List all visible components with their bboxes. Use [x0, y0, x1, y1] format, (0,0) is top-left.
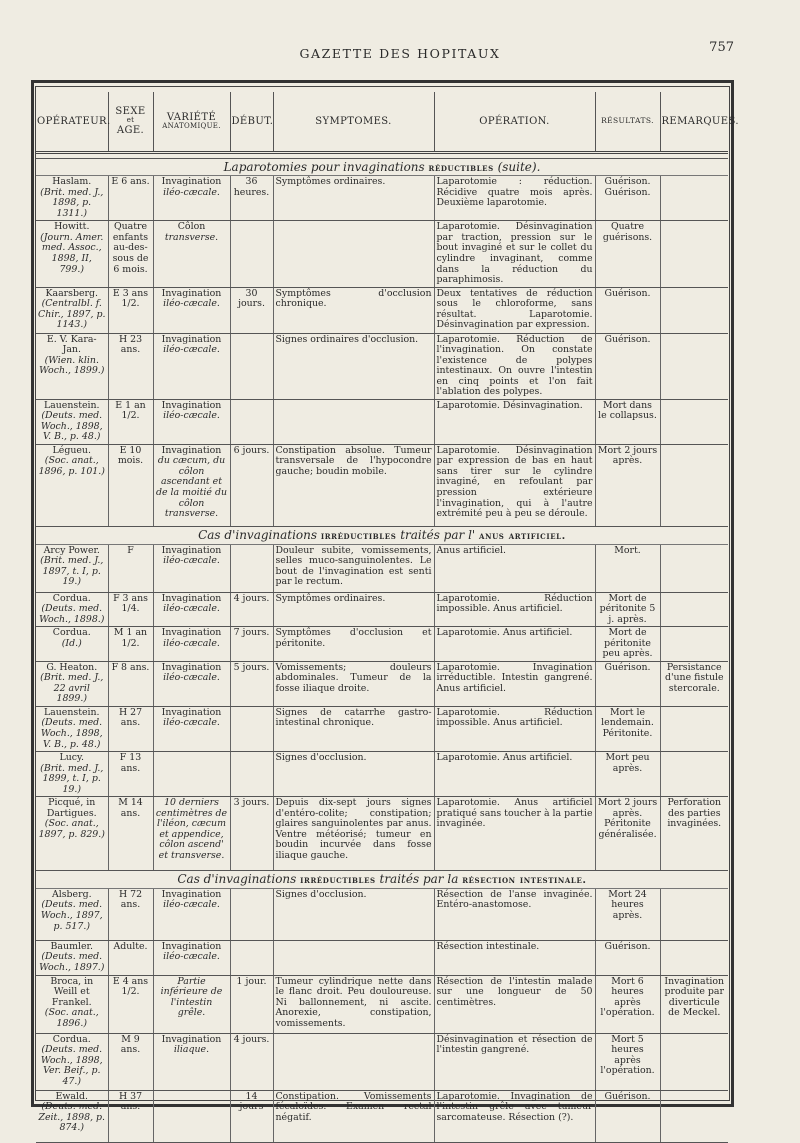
operation-cell: Laparotomie. Désinvagination.: [434, 399, 595, 444]
variety-cell: [153, 888, 230, 940]
symptoms-cell: Signes de catarrhe gastro-intestinal chronique.: [273, 706, 434, 751]
operator-cell: [36, 399, 108, 444]
operator-cell: [36, 661, 108, 706]
operation-cell: Laparotomie. Invagination irréductible. Intestin gangrené. Anus artificiel.: [434, 661, 595, 706]
remarks-cell: [660, 627, 728, 662]
variety-cell: [153, 592, 230, 627]
operator-name: Arcy Power.: [43, 544, 100, 556]
start-cell: 36 heures.: [230, 176, 273, 221]
operator-cell: [36, 627, 108, 662]
variety-detail: iléo-cæcale.: [163, 899, 220, 911]
table-row: [36, 592, 728, 627]
operator-cell: [36, 221, 108, 287]
table-body: [36, 152, 728, 1142]
variety-detail: iléo-cæcale.: [163, 637, 220, 649]
table-row: [36, 627, 728, 662]
start-cell: 4 jours.: [230, 592, 273, 627]
remarks-cell: [660, 287, 728, 333]
operator-cell: [36, 797, 108, 871]
operator-name: Cordua.: [52, 1033, 91, 1045]
table-row: [36, 975, 728, 1033]
start-cell: 4 jours.: [230, 1033, 273, 1090]
operation-cell: Résection intestinale.: [434, 940, 595, 975]
variety-detail: iléo-cæcale.: [163, 603, 220, 615]
header-row: [36, 92, 728, 152]
variety-detail: iléo-cæcale.: [163, 344, 220, 356]
remarks-cell: [660, 888, 728, 940]
symptoms-cell: [273, 1033, 434, 1090]
operation-cell: Laparotomie. Invagination de l'intestin grêle avec tumeur sarcomateuse. Résection (?).: [434, 1090, 595, 1142]
variety-cell: [153, 797, 230, 871]
remarks-cell: [660, 940, 728, 975]
sex-age-cell: E 3 ans 1/2.: [108, 287, 153, 333]
start-cell: 7 jours.: [230, 627, 273, 662]
variety-detail: iléo-cæcale.: [163, 410, 220, 422]
operator-reference: (Soc. anat., 1896.): [44, 1007, 99, 1029]
operator-reference: (Deuts. med. Woch., 1898, V. B., p. 48.): [40, 717, 103, 750]
start-cell: [230, 752, 273, 797]
results-cell: Guérison.: [595, 940, 660, 975]
operation-cell: Désinvagination et résection de l'intestin gangrené.: [434, 1033, 595, 1090]
sex-age-cell: H 37 ans.: [108, 1090, 153, 1142]
variety-cell: [153, 661, 230, 706]
section-heading-caps-2: anus artificiel.: [479, 529, 566, 542]
sex-age-cell: E 1 an 1/2.: [108, 399, 153, 444]
start-cell: [230, 399, 273, 444]
remarks-cell: Invagination produite par diverticule de Meckel.: [660, 975, 728, 1033]
operator-reference: (Centralbl. f. Chir., 1897, p. 1143.): [38, 298, 106, 331]
section-heading-row: [36, 871, 728, 889]
sex-age-cell: E 10 mois.: [108, 444, 153, 526]
cases-table: [36, 92, 739, 1143]
operator-cell: [36, 1090, 108, 1142]
operation-cell: Laparotomie. Désinvagination par expression de bas en haut sans tirer sur le cylindre invaginé, en refoulant par pression extérieure l'invagination, qui à l'autre extrémité peu à peu se déroule.: [434, 444, 595, 526]
operator-reference: (Soc. anat., 1896, p. 101.): [38, 455, 105, 477]
symptoms-cell: Symptômes d'occlusion chronique.: [273, 287, 434, 333]
start-cell: 30 jours.: [230, 287, 273, 333]
variety-cell: [153, 627, 230, 662]
header-sexe-age: [108, 92, 153, 152]
header-remarques: REMARQUES.: [660, 92, 728, 152]
table-row: [36, 661, 728, 706]
operator-name: Alsberg.: [51, 888, 92, 900]
operation-cell: Laparotomie. Réduction de l'invagination. On constate l'existence de polypes intestinaux. On ouvre l'intestin en cinq points et l'on fait l'ablation des polypes.: [434, 333, 595, 399]
variety-cell: [153, 221, 230, 287]
remarks-cell: [660, 399, 728, 444]
operation-cell: Laparotomie. Réduction impossible. Anus artificiel.: [434, 706, 595, 751]
results-cell: Guérison.: [595, 287, 660, 333]
variety-cell: [153, 176, 230, 221]
variety-label: Invagination: [161, 706, 222, 718]
start-cell: 1 jour.: [230, 975, 273, 1033]
operator-cell: [36, 544, 108, 592]
section-heading-caps: irréductibles: [320, 529, 397, 542]
start-cell: [230, 888, 273, 940]
sex-age-cell: H 72 ans.: [108, 888, 153, 940]
table-row: [36, 544, 728, 592]
operator-name: Lauenstein.: [43, 399, 100, 411]
variety-cell: [153, 333, 230, 399]
start-cell: 6 jours.: [230, 444, 273, 526]
variety-detail: iléo-cæcale.: [163, 951, 220, 963]
operation-cell: Laparotomie. Désinvagination par traction, pression sur le bout invaginé et sur le collet du cylindre invaginant, comme dans la réduction du paraphimosis.: [434, 221, 595, 287]
variety-cell: [153, 399, 230, 444]
sex-age-cell: H 23 ans.: [108, 333, 153, 399]
symptoms-cell: [273, 221, 434, 287]
table-row: [36, 706, 728, 751]
symptoms-cell: Signes d'occlusion.: [273, 752, 434, 797]
remarks-cell: [660, 544, 728, 592]
operator-reference: (Deuts. med. Woch., 1898, Ver. Beif., p. 47.): [40, 1044, 103, 1087]
operation-cell: Laparotomie : réduction. Récidive quatre mois après. Deuxième laparotomie.: [434, 176, 595, 221]
header-age: AGE.: [116, 125, 145, 137]
operation-cell: Laparotomie. Anus artificiel.: [434, 627, 595, 662]
section-heading-row: [36, 158, 728, 176]
header-variete-label: VARIÉTÉ: [166, 111, 217, 123]
section-heading-caps: réductibles: [428, 161, 494, 174]
operator-cell: [36, 888, 108, 940]
table-row: [36, 221, 728, 287]
variety-cell: [153, 1090, 230, 1142]
sex-age-cell: E 4 ans 1/2.: [108, 975, 153, 1033]
variety-cell: [153, 1033, 230, 1090]
variety-detail: iléo-cæcale.: [163, 672, 220, 684]
symptoms-cell: [273, 399, 434, 444]
operation-cell: Laparotomie. Anus artificiel pratiqué sans toucher à la partie invaginée.: [434, 797, 595, 871]
operator-reference: (Deuts. med. Zeit., 1898, p. 874.): [38, 1101, 106, 1134]
operator-name: Ewald.: [55, 1090, 88, 1102]
table-row: [36, 1033, 728, 1090]
operator-name: Howitt.: [54, 221, 90, 233]
operator-reference: (Brit. med. J., 1897, t. I, p. 19.): [40, 555, 104, 588]
symptoms-cell: Symptômes ordinaires.: [273, 592, 434, 627]
symptoms-cell: Tumeur cylindrique nette dans le flanc droit. Peu douloureuse. Ni ballonnement, ni ascite. Anorexie, constipation, vomissements.: [273, 975, 434, 1033]
operator-reference: (Soc. anat., 1897, p. 829.): [38, 818, 105, 840]
symptoms-cell: Constipation absolue. Tumeur transversale de l'hypocondre gauche; boudin mobile.: [273, 444, 434, 526]
variety-cell: [153, 544, 230, 592]
variety-label: Invagination: [161, 333, 222, 345]
remarks-cell: [660, 1090, 728, 1142]
section-heading-row: [36, 526, 728, 544]
operation-cell: Deux tentatives de réduction sous le chloroforme, sans résultat. Laparotomie. Désinvagination par expression.: [434, 287, 595, 333]
operation-cell: Résection de l'intestin malade sur une longueur de 50 centimètres.: [434, 975, 595, 1033]
section-heading-italic: Cas d'invaginations: [177, 872, 297, 887]
section-heading-italic-3: la: [447, 872, 459, 887]
operator-name: Cordua.: [52, 592, 91, 604]
operator-reference: (Journ. Amer. med. Assoc., 1898, II, 799.): [40, 231, 104, 275]
remarks-cell: [660, 706, 728, 751]
operator-cell: [36, 333, 108, 399]
remarks-cell: [660, 752, 728, 797]
variety-label: Invagination: [161, 592, 222, 604]
results-cell: Mort.: [595, 544, 660, 592]
results-cell: Mort peu après.: [595, 752, 660, 797]
start-cell: [230, 544, 273, 592]
section-heading: [36, 158, 728, 176]
symptoms-cell: Symptômes ordinaires.: [273, 176, 434, 221]
header-symptomes: SYMPTOMES.: [273, 92, 434, 152]
operator-name: Broca, in Weill et Frankel.: [50, 975, 94, 1008]
symptoms-cell: Vomissements; douleurs abdominales. Tumeur de la fosse iliaque droite.: [273, 661, 434, 706]
section-heading-italic: Laparotomies pour invaginations: [223, 159, 425, 174]
operator-reference: (Deuts. med. Woch., 1897.): [39, 951, 105, 973]
variety-cell: [153, 287, 230, 333]
operator-reference: (Deuts. med. Woch., 1898.): [39, 603, 105, 625]
operator-name: Légueu.: [52, 444, 91, 456]
operator-reference: (Brit. med. J., 1899, t. I, p. 19.): [40, 762, 104, 795]
results-cell: Quatre guérisons.: [595, 221, 660, 287]
remarks-cell: [660, 221, 728, 287]
variety-label: Invagination: [161, 627, 222, 639]
operator-name: Lucy.: [59, 752, 85, 764]
variety-detail: iléo-cæcale.: [163, 717, 220, 729]
operator-cell: [36, 1033, 108, 1090]
sex-age-cell: F: [108, 544, 153, 592]
header-sexe: SEXE: [115, 106, 146, 118]
header-et: et: [126, 116, 135, 125]
operator-cell: [36, 752, 108, 797]
operator-reference: (Id.): [61, 637, 82, 649]
sex-age-cell: F 13 ans.: [108, 752, 153, 797]
results-cell: Mort de péritonite 5 j. après.: [595, 592, 660, 627]
table-row: [36, 752, 728, 797]
section-heading-italic-2: traités par: [379, 872, 444, 887]
variety-cell: [153, 752, 230, 797]
variety-label: Côlon: [177, 221, 206, 233]
operator-name: G. Heaton.: [46, 661, 98, 673]
results-cell: Mort 6 heures après l'opération.: [595, 975, 660, 1033]
variety-label: Invagination: [161, 888, 222, 900]
header-anatomique: ANATOMIQUE.: [162, 121, 221, 130]
variety-detail: 10 derniers centimètres de l'iléon, cæcum et appendice, côlon ascend' et transverse.: [155, 797, 228, 861]
results-cell: Mort 2 jours après.: [595, 444, 660, 526]
section-heading: [36, 526, 728, 544]
variety-label: Invagination: [161, 399, 222, 411]
table-row: [36, 888, 728, 940]
symptoms-cell: Depuis dix-sept jours signes d'entéro-colite; constipation; glaires sanguinolentes par anus. Ventre météorisé; tumeur en boudin incurvée dans fosse iliaque gauche.: [273, 797, 434, 871]
sex-age-cell: Adulte.: [108, 940, 153, 975]
sex-age-cell: F 3 ans 1/4.: [108, 592, 153, 627]
section-heading-tail: (suite).: [497, 159, 541, 174]
operator-name: Picqué, in Dartigues.: [46, 797, 97, 819]
start-cell: 14 jours: [230, 1090, 273, 1142]
results-cell: Mort de péritonite peu après.: [595, 627, 660, 662]
sex-age-cell: E 6 ans.: [108, 176, 153, 221]
operation-cell: Résection de l'anse invaginée. Entéro-anastomose.: [434, 888, 595, 940]
operator-name: Kaarsberg.: [45, 287, 98, 299]
variety-label: Invagination: [161, 287, 222, 299]
variety-cell: [153, 975, 230, 1033]
operator-name: Lauenstein.: [43, 706, 100, 718]
operation-cell: Anus artificiel.: [434, 544, 595, 592]
results-cell: Mort 5 heures après l'opération.: [595, 1033, 660, 1090]
operator-reference: (Brit. med. J., 1898, p. 1311.): [40, 186, 104, 219]
sex-age-cell: M 14 ans.: [108, 797, 153, 871]
results-cell: Mort dans le collapsus.: [595, 399, 660, 444]
variety-detail: du cæcum, du côlon ascendant et de la moitié du côlon transverse.: [156, 455, 227, 520]
header-debut: DÉBUT.: [230, 92, 273, 152]
variety-detail: Partie inférieure de l'intestin grêle.: [160, 975, 223, 1019]
remarks-cell: Persistance d'une fistule stercorale.: [660, 661, 728, 706]
operator-name: Baumler.: [50, 940, 93, 952]
variety-label: Invagination: [161, 661, 222, 673]
section-heading-italic-3: l': [468, 527, 476, 542]
remarks-cell: [660, 176, 728, 221]
variety-cell: [153, 706, 230, 751]
variety-label: Invagination: [161, 940, 222, 952]
operator-reference: (Wien. klin. Woch., 1899.): [39, 354, 105, 377]
sex-age-cell: F 8 ans.: [108, 661, 153, 706]
operation-cell: Laparotomie. Réduction impossible. Anus artificiel.: [434, 592, 595, 627]
variety-detail: iléo-cæcale.: [163, 298, 220, 310]
variety-detail: iléo-cæcale.: [163, 555, 220, 567]
variety-cell: [153, 940, 230, 975]
results-cell: Guérison.: [595, 333, 660, 399]
start-cell: [230, 706, 273, 751]
variety-cell: [153, 444, 230, 526]
operator-reference: (Deuts. med. Woch., 1897, p. 517.): [40, 899, 103, 932]
operator-cell: [36, 444, 108, 526]
results-cell: Guérison.: [595, 661, 660, 706]
operator-cell: [36, 176, 108, 221]
operator-reference: (Brit. med. J., 22 avril 1899.): [40, 672, 104, 705]
section-heading-italic: Cas d'invaginations: [198, 527, 318, 542]
variety-label: Invagination: [161, 176, 222, 188]
sex-age-cell: M 9 ans.: [108, 1033, 153, 1090]
start-cell: 3 jours.: [230, 797, 273, 871]
variety-detail: iléo-cæcale.: [163, 186, 220, 198]
symptoms-cell: Symptômes d'occlusion et péritonite.: [273, 627, 434, 662]
variety-detail: transverse.: [164, 231, 219, 243]
operator-cell: [36, 975, 108, 1033]
start-cell: 5 jours.: [230, 661, 273, 706]
table-row: [36, 333, 728, 399]
operator-name: Haslam.: [52, 176, 92, 188]
table-row: [36, 444, 728, 526]
remarks-cell: [660, 444, 728, 526]
results-cell: Mort 24 heures après.: [595, 888, 660, 940]
table-row: [36, 287, 728, 333]
variety-label: Invagination: [161, 544, 222, 556]
results-cell: Mort le lendemain. Péritonite.: [595, 706, 660, 751]
start-cell: [230, 940, 273, 975]
operator-cell: [36, 940, 108, 975]
operator-cell: [36, 287, 108, 333]
remarks-cell: [660, 1033, 728, 1090]
operator-cell: [36, 592, 108, 627]
header-operation: OPÉRATION.: [434, 92, 595, 152]
operator-reference: (Deuts. med. Woch., 1898, V. B., p. 48.): [40, 410, 103, 443]
table-row: [36, 940, 728, 975]
symptoms-cell: [273, 940, 434, 975]
start-cell: [230, 221, 273, 287]
header-resultats: RÉSULTATS.: [595, 92, 660, 152]
page-number: 757: [709, 40, 734, 55]
sex-age-cell: H 27 ans.: [108, 706, 153, 751]
results-cell: Guérison. Guérison.: [595, 176, 660, 221]
results-cell: Guérison.: [595, 1090, 660, 1142]
table-row: [36, 797, 728, 871]
variety-detail: iliaque.: [173, 1044, 210, 1056]
section-heading: [36, 871, 728, 889]
remarks-cell: Perforation des parties invaginées.: [660, 797, 728, 871]
header-variete: [153, 92, 230, 152]
sex-age-cell: Quatre enfants au-des-sous de 6 mois.: [108, 221, 153, 287]
operation-cell: Laparotomie. Anus artificiel.: [434, 752, 595, 797]
variety-label: Invagination: [161, 1033, 222, 1045]
operator-name: E. V. Kara-Jan.: [46, 333, 97, 356]
header-operateur: OPÉRATEUR.: [36, 92, 108, 152]
running-head: GAZETTE DES HOPITAUX: [299, 46, 501, 61]
start-cell: [230, 333, 273, 399]
symptoms-cell: Douleur subite, vomissements, selles muco-sanguinolentes. Le bout de l'invagination est senti par le rectum.: [273, 544, 434, 592]
remarks-cell: [660, 333, 728, 399]
section-heading-caps-2: résection intestinale.: [462, 874, 587, 887]
operator-cell: [36, 706, 108, 751]
remarks-cell: [660, 592, 728, 627]
symptoms-cell: Constipation. Vomissements fécaloïdes. Examen rectal négatif.: [273, 1090, 434, 1142]
table-row: [36, 399, 728, 444]
operator-name: Cordua.: [52, 627, 91, 639]
table-row: [36, 1090, 728, 1142]
table-row: [36, 176, 728, 221]
results-cell: Mort 2 jours après. Péritonite généralisée.: [595, 797, 660, 871]
section-heading-caps: irréductibles: [300, 874, 376, 887]
variety-label: Invagination: [161, 444, 222, 456]
section-heading-italic-2: traités par: [400, 527, 465, 542]
symptoms-cell: Signes d'occlusion.: [273, 888, 434, 940]
symptoms-cell: Signes ordinaires d'occlusion.: [273, 333, 434, 399]
sex-age-cell: M 1 an 1/2.: [108, 627, 153, 662]
